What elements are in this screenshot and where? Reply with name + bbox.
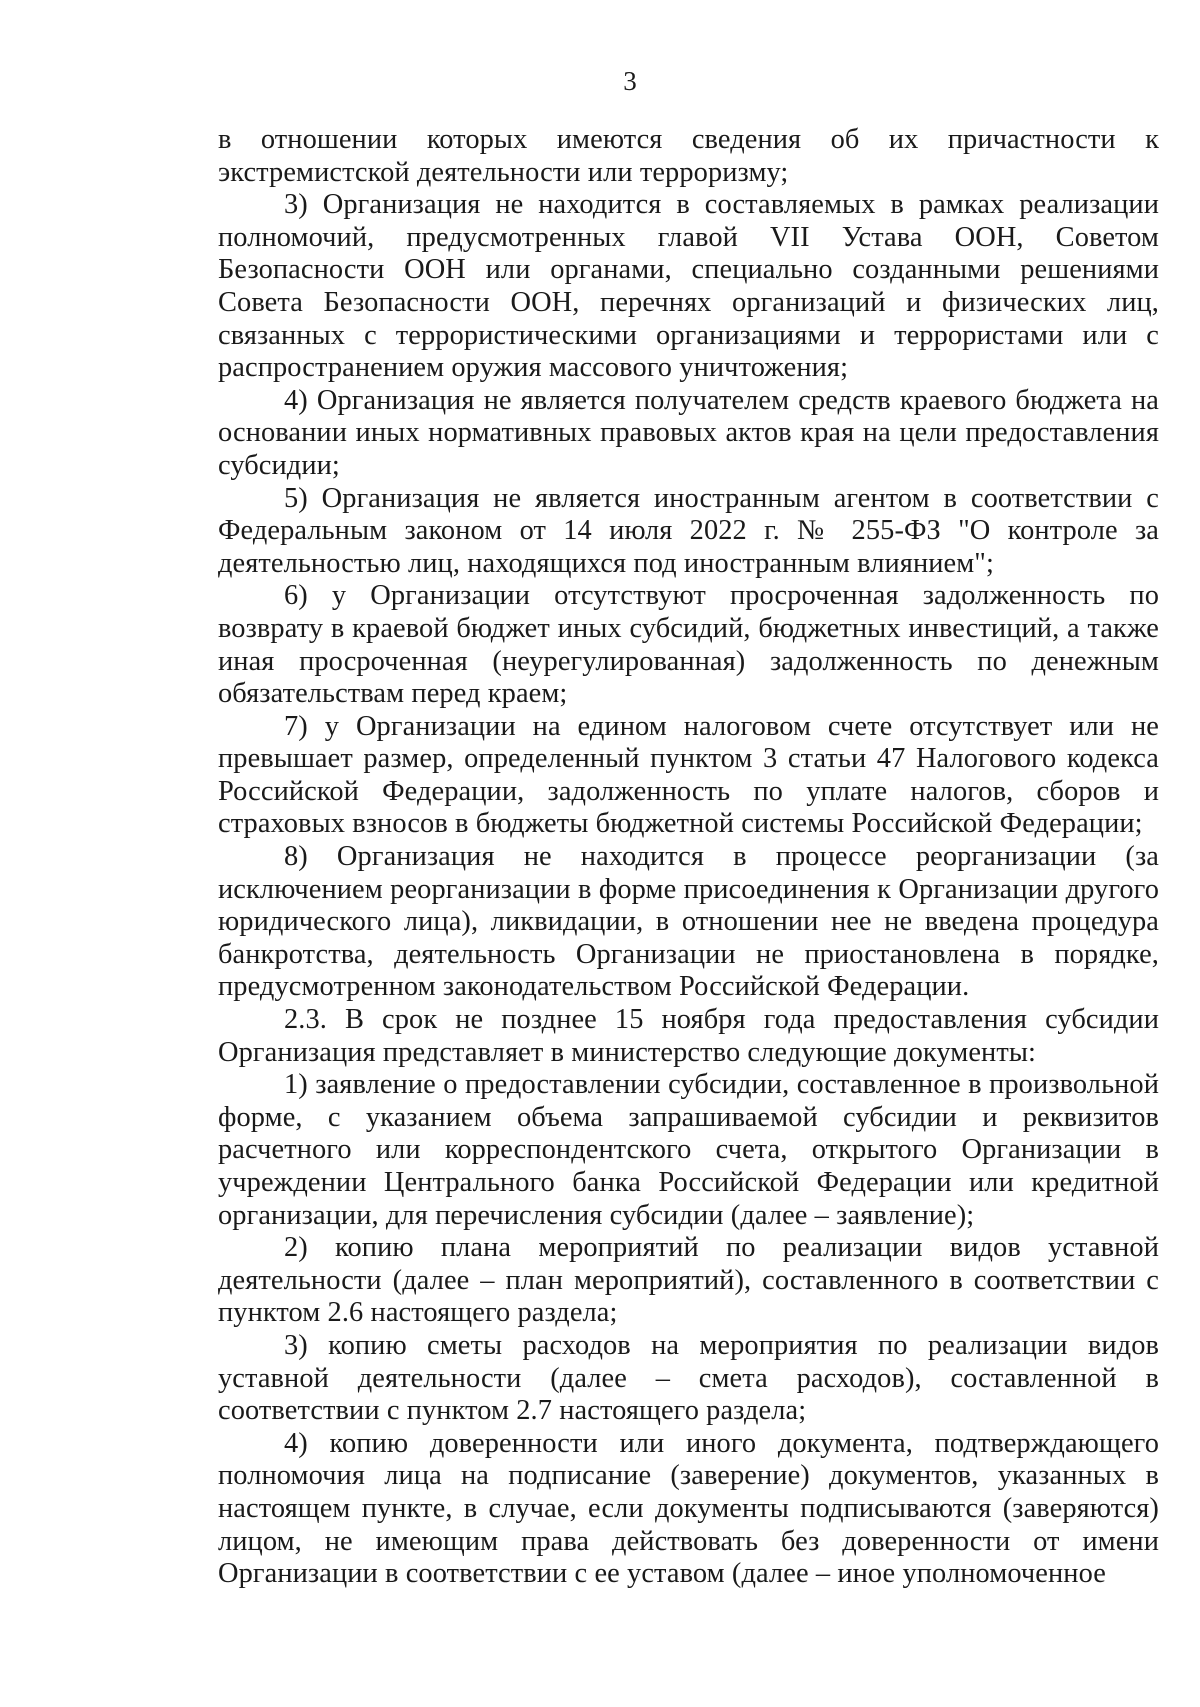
paragraph-continuation: в отношении которых имеются сведения об их причастности к экстремистской деятельности или терроризму; (218, 124, 1159, 188)
paragraph-doc-item-4: 4) копию доверенности или иного документа, подтверждающего полномочия лица на подписание (заверение) документов, указанных в настоящем пункте, в случае, если документы подписываются (заверяются) лицом, не имеющим права действовать без доверенности от имени Организации в соответствии с ее уставом (далее – иное уполномоченное (218, 1427, 1159, 1590)
document-body (218, 124, 1159, 1591)
paragraph-item-7: 7) у Организации на едином налоговом счете отсутствует или не превышает размер, определенный пунктом 3 статьи 47 Налогового кодекса Российской Федерации, задолженность по уплате налогов, сборов и страховых взносов в бюджеты бюджетной системы Российской Федерации; (218, 710, 1159, 840)
paragraph-item-3: 3) Организация не находится в составляемых в рамках реализации полномочий, предусмотренных главой VII Устава ООН, Советом Безопасности ООН или органами, специально созданными решениями Совета Безопасности ООН, перечнях организаций и физических лиц, связанных с террористическими организациями и террористами или с распространением оружия массового уничтожения; (218, 189, 1159, 384)
paragraph-item-6: 6) у Организации отсутствуют просроченная задолженность по возврату в краевой бюджет иных субсидий, бюджетных инвестиций, а также иная просроченная (неурегулированная) задолженность по денежным обязательствам перед краем; (218, 580, 1159, 710)
page-number: 3 (623, 66, 637, 96)
paragraph-doc-item-3: 3) копию сметы расходов на мероприятия по реализации видов уставной деятельности (далее – смета расходов), составленной в соответствии с пунктом 2.7 настоящего раздела; (218, 1329, 1159, 1427)
paragraph-item-4: 4) Организация не является получателем средств краевого бюджета на основании иных нормативных правовых актов края на цели предоставления субсидии; (218, 384, 1159, 481)
paragraph-doc-item-2: 2) копию плана мероприятий по реализации видов уставной деятельности (далее – план мероприятий), составленного в соответствии с пунктом 2.6 настоящего раздела; (218, 1232, 1159, 1329)
paragraph-doc-item-1: 1) заявление о предоставлении субсидии, составленное в произвольной форме, с указанием объема запрашиваемой субсидии и реквизитов расчетного или корреспондентского счета, открытого Организации в учреждении Центрального банка Российской Федерации или кредитной организации, для перечисления субсидии (далее – заявление); (218, 1069, 1159, 1231)
paragraph-item-8: 8) Организация не находится в процессе реорганизации (за исключением реорганизации в форме присоединения к Организации другого юридического лица), ликвидации, в отношении нее не введена процедура банкротства, деятельность Организации не приостановлена в порядке, предусмотренном законодательством Российской Федерации. (218, 841, 1159, 1003)
paragraph-item-5: 5) Организация не является иностранным агентом в соответствии с Федеральным законом от 14 июля 2022 г. № 255-ФЗ "О контроле за деятельностью лиц, находящихся под иностранным влиянием"; (218, 482, 1159, 579)
paragraph-section-2-3: 2.3. В срок не позднее 15 ноября года предоставления субсидии Организация представляет в министерство следующие документы: (218, 1004, 1159, 1068)
